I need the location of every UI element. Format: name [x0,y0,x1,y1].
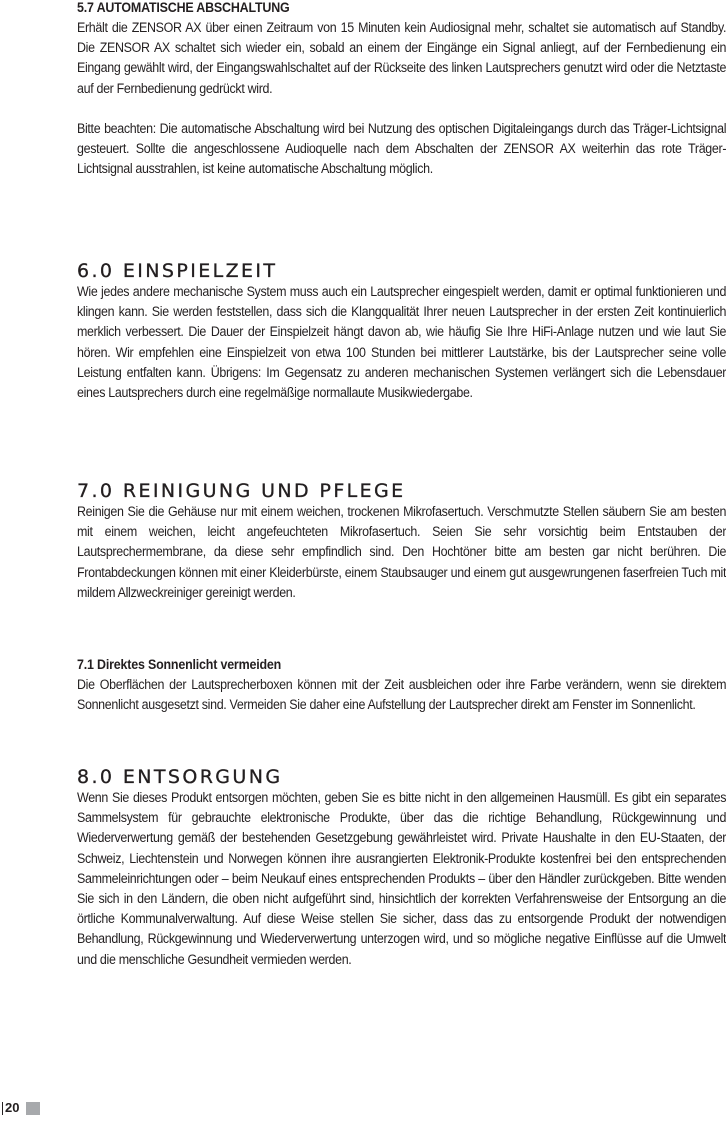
page-footer [0,1101,60,1115]
paragraph: Wie jedes andere mechanische System muss auch ein Lautsprecher eingespielt werden, damit er optimal funktionieren und klingen kann. Sie werden feststellen, dass sich die Klangqualität Ihrer neuen Lautsprecher in der ersten Zeit kontinuierlich merklich verbessert. Die Dauer der Einspielzeit hängt davon ab, wie häufig Sie Ihre HiFi-Anlage nutzen und wie laut Sie hören. Wir empfehlen eine Einspielzeit von etwa 100 Stunden bei mittlerer Lautstärke, bis der Lautsprecher seine volle Leistung entfalten kann. Übrigens: Im Gegensatz zu anderen mechanischen Systemen verlängert sich die Lebensdauer eines Lautsprechers durch eine regelmäßige normallaute Musikwiedergabe. [77,284,726,401]
subsection-heading: 7.1 Direktes Sonnenlicht vermeiden [77,657,282,672]
footer-rule [2,1102,3,1115]
paragraph: Die Oberflächen der Lautsprecherboxen können mit der Zeit ausbleichen oder ihre Farbe verändern, wenn sie direktem Sonnenlicht ausgesetzt sind. Vermeiden Sie daher eine Aufstellung der Lautsprecher direkt am Fenster im Sonnenlicht. [77,677,726,713]
paragraph: Reinigen Sie die Gehäuse nur mit einem weichen, trockenen Mikrofasertuch. Verschmutzte Stellen säubern Sie am besten mit einem weichen, leicht angefeuchteten Mikrofasertuch. Seien Sie sehr vorsichtig beim Entstauben der Lautsprechermembrane, da diese sehr empfindlich sind. Den Hochtöner bitte am besten gar nicht berühren. Die Frontabdeckungen können mit einer Kleiderbürste, einem Staubsauger und einem gut ausgewrungenen faserfreien Tuch mit mildem Allzweckreiniger gereinigt werden. [77,504,726,600]
page-number: 20 [5,1100,20,1115]
section-5-7 [77,0,726,179]
paragraph: Wenn Sie dieses Produkt entsorgen möchten, geben Sie es bitte nicht in den allgemeinen Hausmüll. Es gibt ein separates Sammelsystem für gebrauchte elektronische Produkte, über das die richtige Behandlung, Rückgewinnung und Wiederverwertung gemäß der bestehenden Gesetzgebung gewährleistet wird. Private Haushalte in den EU-Staaten, der Schweiz, Liechtenstein und Norwegen können ihre ausrangierten Elektronik-Produkte kostenfrei bei den entsprechenden Sammeleinrichtungen oder – beim Neukauf eines entsprechenden Produkts – über den Händler zurückgeben. Bitte wenden Sie sich in den Ländern, die oben nicht aufgeführt sind, hinsichtlich der korrekten Verfahrensweise der Entsorgung an die örtliche Kommunalverwaltung. Auf diese Weise stellen Sie sicher, dass das zu entsorgende Produkt der notwendigen Behandlung, Rückgewinnung und Wiederverwertung unterzogen wird, und so mögliche negative Einflüsse auf die Umwelt und die menschliche Gesundheit vermieden werden. [77,790,726,967]
paragraph: Erhält die ZENSOR AX über einen Zeitraum von 15 Minuten kein Audiosignal mehr, schaltet sie automatisch auf Standby. Die ZENSOR AX schaltet sich wieder ein, sobald an einem der Eingänge ein Signal anliegt, auf der Fernbedienung ein Eingang gewählt wird, der Eingangswahlschaltet auf der Rückseite des linken Lautsprechers genutzt wird oder die Netztaste auf der Fernbedienung gedrückt wird. [77,20,726,96]
section-heading: 5.7 AUTOMATISCHE ABSCHALTUNG [77,0,290,15]
section-heading: 7.0 REINIGUNG UND PFLEGE [77,480,406,502]
section-7-1 [77,655,726,715]
paragraph: Bitte beachten: Die automatische Abschaltung wird bei Nutzung des optischen Digitaleingangs durch das Träger-Lichtsignal gesteuert. Sollte die angeschlossene Audioquelle nach dem Abschalten der ZENSOR AX weiterhin das rote Träger-Lichtsignal ausstrahlen, ist keine automatische Abschaltung möglich. [77,120,726,177]
grey-square-marker [26,1102,40,1115]
section-8-0 [77,766,726,970]
section-6-0 [77,260,726,403]
section-heading: 8.0 ENTSORGUNG [77,766,283,788]
section-heading: 6.0 EINSPIELZEIT [77,260,278,282]
section-7-0 [77,480,726,603]
